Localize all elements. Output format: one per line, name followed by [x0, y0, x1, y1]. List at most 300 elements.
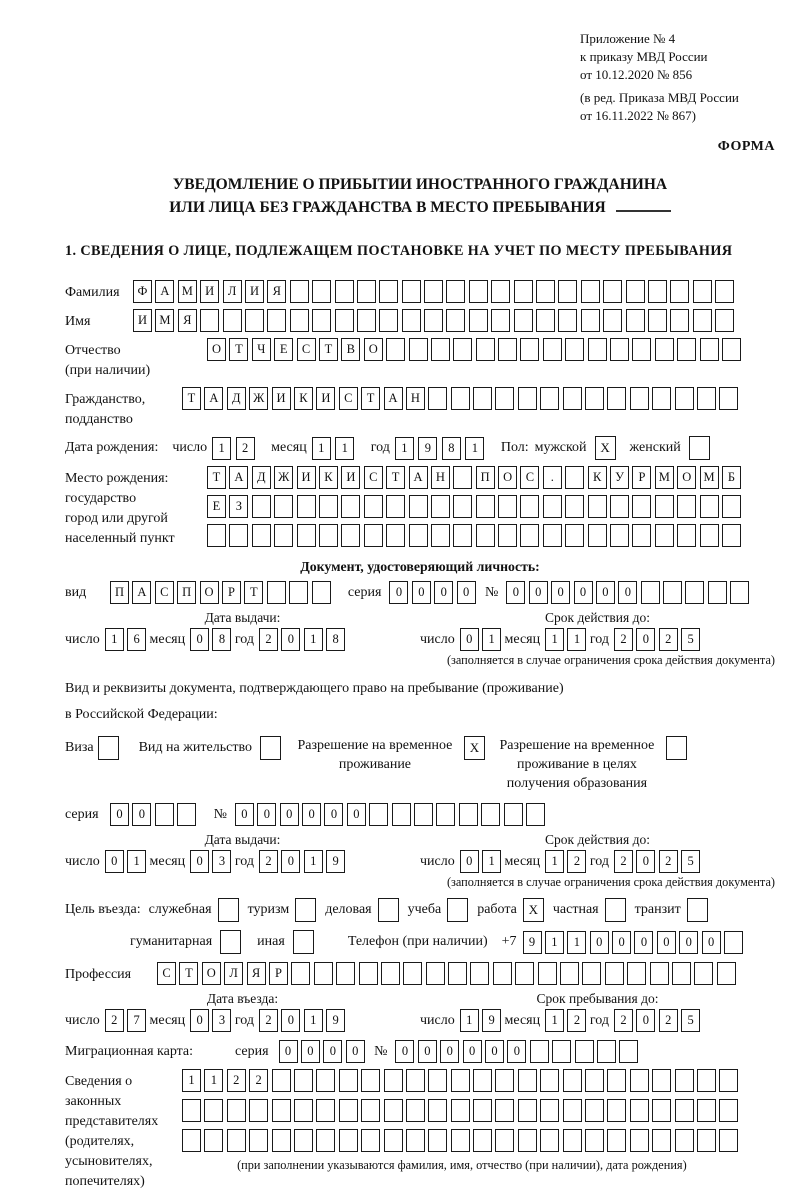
char-cell[interactable] — [722, 338, 741, 361]
char-cell[interactable] — [722, 524, 741, 547]
char-cell[interactable] — [469, 280, 488, 303]
sex-female-checkbox[interactable] — [689, 436, 710, 460]
char-cell[interactable] — [491, 280, 510, 303]
temporary-residence-education-checkbox[interactable] — [666, 736, 687, 760]
char-cell[interactable]: Т — [319, 338, 338, 361]
char-cell[interactable] — [312, 581, 331, 604]
char-cell[interactable]: 2 — [236, 437, 255, 460]
char-cell[interactable] — [563, 387, 582, 410]
char-cell[interactable]: А — [132, 581, 151, 604]
residence-permit-checkbox[interactable] — [260, 736, 281, 760]
char-cell[interactable] — [428, 1129, 447, 1152]
char-cell[interactable]: Р — [269, 962, 288, 985]
char-cell[interactable] — [227, 1129, 246, 1152]
char-cell[interactable] — [626, 280, 645, 303]
char-cell[interactable] — [451, 387, 470, 410]
char-cell[interactable] — [652, 387, 671, 410]
char-cell[interactable]: 1 — [395, 437, 414, 460]
char-cell[interactable] — [677, 495, 696, 518]
char-cell[interactable] — [630, 1069, 649, 1092]
char-cell[interactable] — [426, 962, 445, 985]
char-cell[interactable]: 8 — [442, 437, 461, 460]
char-cell[interactable] — [182, 1099, 201, 1122]
char-cell[interactable] — [630, 1129, 649, 1152]
char-cell[interactable] — [386, 524, 405, 547]
char-cell[interactable] — [632, 524, 651, 547]
char-cell[interactable]: 0 — [457, 581, 476, 604]
char-cell[interactable] — [177, 803, 196, 826]
char-cell[interactable]: 9 — [326, 850, 345, 873]
char-cell[interactable] — [526, 803, 545, 826]
char-cell[interactable]: 0 — [506, 581, 525, 604]
char-cell[interactable]: 1 — [312, 437, 331, 460]
char-cell[interactable] — [619, 1040, 638, 1063]
char-cell[interactable] — [563, 1129, 582, 1152]
char-cell[interactable]: Я — [267, 280, 286, 303]
char-cell[interactable] — [448, 962, 467, 985]
purpose-study-checkbox[interactable] — [447, 898, 468, 922]
char-cell[interactable] — [493, 962, 512, 985]
char-cell[interactable]: 0 — [590, 931, 609, 954]
char-cell[interactable] — [607, 387, 626, 410]
char-cell[interactable] — [582, 962, 601, 985]
char-cell[interactable]: 0 — [110, 803, 129, 826]
char-cell[interactable] — [565, 524, 584, 547]
char-cell[interactable] — [540, 1069, 559, 1092]
char-cell[interactable]: М — [155, 309, 174, 332]
char-cell[interactable] — [249, 1099, 268, 1122]
char-cell[interactable]: 1 — [465, 437, 484, 460]
char-cell[interactable]: Я — [247, 962, 266, 985]
char-cell[interactable]: 0 — [460, 628, 479, 651]
char-cell[interactable] — [381, 962, 400, 985]
char-cell[interactable] — [632, 495, 651, 518]
char-cell[interactable]: О — [364, 338, 383, 361]
char-cell[interactable]: 7 — [127, 1009, 146, 1032]
char-cell[interactable] — [339, 1099, 358, 1122]
char-cell[interactable] — [384, 1069, 403, 1092]
char-cell[interactable] — [520, 495, 539, 518]
char-cell[interactable] — [289, 581, 308, 604]
char-cell[interactable]: 0 — [323, 1040, 342, 1063]
char-cell[interactable] — [495, 1069, 514, 1092]
char-cell[interactable] — [357, 280, 376, 303]
temporary-residence-checkbox[interactable]: X — [464, 736, 485, 760]
char-cell[interactable] — [384, 1099, 403, 1122]
char-cell[interactable]: 9 — [326, 1009, 345, 1032]
char-cell[interactable] — [453, 524, 472, 547]
char-cell[interactable] — [581, 280, 600, 303]
char-cell[interactable] — [607, 1129, 626, 1152]
char-cell[interactable]: 3 — [212, 1009, 231, 1032]
char-cell[interactable] — [403, 962, 422, 985]
char-cell[interactable]: 1 — [204, 1069, 223, 1092]
char-cell[interactable] — [267, 581, 286, 604]
char-cell[interactable] — [229, 524, 248, 547]
char-cell[interactable]: Р — [222, 581, 241, 604]
char-cell[interactable] — [361, 1129, 380, 1152]
char-cell[interactable] — [204, 1129, 223, 1152]
char-cell[interactable]: Т — [361, 387, 380, 410]
char-cell[interactable]: О — [202, 962, 221, 985]
char-cell[interactable]: 0 — [281, 850, 300, 873]
char-cell[interactable]: 0 — [324, 803, 343, 826]
char-cell[interactable] — [543, 524, 562, 547]
char-cell[interactable] — [626, 309, 645, 332]
char-cell[interactable]: 5 — [681, 850, 700, 873]
char-cell[interactable] — [520, 338, 539, 361]
char-cell[interactable] — [719, 387, 738, 410]
char-cell[interactable]: 0 — [440, 1040, 459, 1063]
char-cell[interactable] — [453, 466, 472, 489]
char-cell[interactable]: 0 — [612, 931, 631, 954]
char-cell[interactable] — [364, 524, 383, 547]
char-cell[interactable] — [675, 1099, 694, 1122]
char-cell[interactable] — [386, 338, 405, 361]
char-cell[interactable] — [552, 1040, 571, 1063]
char-cell[interactable]: С — [520, 466, 539, 489]
char-cell[interactable] — [652, 1099, 671, 1122]
char-cell[interactable] — [520, 524, 539, 547]
char-cell[interactable] — [730, 581, 749, 604]
char-cell[interactable] — [498, 338, 517, 361]
char-cell[interactable]: Ж — [274, 466, 293, 489]
char-cell[interactable]: 0 — [347, 803, 366, 826]
char-cell[interactable]: О — [677, 466, 696, 489]
char-cell[interactable] — [518, 1129, 537, 1152]
char-cell[interactable] — [663, 581, 682, 604]
char-cell[interactable] — [379, 280, 398, 303]
char-cell[interactable] — [406, 1129, 425, 1152]
char-cell[interactable]: 0 — [634, 931, 653, 954]
char-cell[interactable] — [339, 1129, 358, 1152]
char-cell[interactable] — [424, 280, 443, 303]
char-cell[interactable]: 1 — [212, 437, 231, 460]
char-cell[interactable] — [341, 524, 360, 547]
char-cell[interactable] — [431, 338, 450, 361]
char-cell[interactable] — [610, 495, 629, 518]
char-cell[interactable] — [406, 1069, 425, 1092]
char-cell[interactable]: П — [110, 581, 129, 604]
char-cell[interactable] — [357, 309, 376, 332]
char-cell[interactable] — [655, 338, 674, 361]
char-cell[interactable] — [294, 1129, 313, 1152]
char-cell[interactable]: А — [155, 280, 174, 303]
char-cell[interactable] — [473, 1099, 492, 1122]
char-cell[interactable] — [473, 1129, 492, 1152]
char-cell[interactable]: 1 — [567, 931, 586, 954]
char-cell[interactable] — [558, 309, 577, 332]
char-cell[interactable] — [700, 338, 719, 361]
char-cell[interactable]: В — [341, 338, 360, 361]
char-cell[interactable]: Д — [252, 466, 271, 489]
char-cell[interactable]: 1 — [182, 1069, 201, 1092]
sex-male-checkbox[interactable]: X — [595, 436, 616, 460]
char-cell[interactable] — [655, 495, 674, 518]
char-cell[interactable]: 1 — [545, 628, 564, 651]
char-cell[interactable]: 0 — [485, 1040, 504, 1063]
char-cell[interactable] — [558, 280, 577, 303]
char-cell[interactable] — [717, 962, 736, 985]
char-cell[interactable]: 0 — [279, 1040, 298, 1063]
char-cell[interactable] — [341, 495, 360, 518]
char-cell[interactable] — [518, 387, 537, 410]
char-cell[interactable]: И — [297, 466, 316, 489]
char-cell[interactable]: 8 — [326, 628, 345, 651]
char-cell[interactable]: Ф — [133, 280, 152, 303]
char-cell[interactable]: И — [341, 466, 360, 489]
char-cell[interactable]: 1 — [105, 628, 124, 651]
purpose-transit-checkbox[interactable] — [687, 898, 708, 922]
char-cell[interactable] — [476, 338, 495, 361]
char-cell[interactable] — [715, 280, 734, 303]
char-cell[interactable]: Д — [227, 387, 246, 410]
char-cell[interactable]: Е — [207, 495, 226, 518]
char-cell[interactable]: 0 — [190, 1009, 209, 1032]
char-cell[interactable] — [700, 524, 719, 547]
char-cell[interactable]: Н — [431, 466, 450, 489]
char-cell[interactable]: 0 — [702, 931, 721, 954]
char-cell[interactable]: 1 — [482, 628, 501, 651]
char-cell[interactable] — [630, 387, 649, 410]
char-cell[interactable]: 9 — [482, 1009, 501, 1032]
char-cell[interactable] — [597, 1040, 616, 1063]
char-cell[interactable]: 0 — [636, 1009, 655, 1032]
char-cell[interactable] — [297, 495, 316, 518]
char-cell[interactable] — [652, 1129, 671, 1152]
char-cell[interactable] — [565, 495, 584, 518]
char-cell[interactable]: З — [229, 495, 248, 518]
char-cell[interactable]: 0 — [346, 1040, 365, 1063]
char-cell[interactable] — [627, 962, 646, 985]
char-cell[interactable] — [652, 1069, 671, 1092]
char-cell[interactable]: Т — [386, 466, 405, 489]
char-cell[interactable]: 2 — [227, 1069, 246, 1092]
char-cell[interactable]: 0 — [418, 1040, 437, 1063]
char-cell[interactable]: А — [229, 466, 248, 489]
char-cell[interactable]: С — [364, 466, 383, 489]
char-cell[interactable]: 5 — [681, 1009, 700, 1032]
char-cell[interactable] — [476, 524, 495, 547]
char-cell[interactable] — [316, 1099, 335, 1122]
char-cell[interactable] — [588, 338, 607, 361]
char-cell[interactable] — [451, 1099, 470, 1122]
char-cell[interactable] — [428, 387, 447, 410]
char-cell[interactable] — [473, 387, 492, 410]
char-cell[interactable] — [249, 1129, 268, 1152]
char-cell[interactable] — [252, 524, 271, 547]
char-cell[interactable] — [392, 803, 411, 826]
char-cell[interactable] — [697, 1129, 716, 1152]
char-cell[interactable]: 3 — [212, 850, 231, 873]
char-cell[interactable] — [406, 1099, 425, 1122]
char-cell[interactable]: 1 — [545, 1009, 564, 1032]
char-cell[interactable] — [722, 495, 741, 518]
char-cell[interactable] — [274, 495, 293, 518]
char-cell[interactable] — [361, 1069, 380, 1092]
char-cell[interactable]: Ч — [252, 338, 271, 361]
char-cell[interactable] — [319, 524, 338, 547]
purpose-work-checkbox[interactable]: X — [523, 898, 544, 922]
char-cell[interactable] — [335, 309, 354, 332]
char-cell[interactable] — [719, 1099, 738, 1122]
char-cell[interactable] — [675, 1069, 694, 1092]
char-cell[interactable] — [204, 1099, 223, 1122]
char-cell[interactable] — [585, 1069, 604, 1092]
char-cell[interactable]: 0 — [574, 581, 593, 604]
char-cell[interactable] — [607, 1099, 626, 1122]
char-cell[interactable] — [223, 309, 242, 332]
char-cell[interactable] — [272, 1129, 291, 1152]
char-cell[interactable] — [182, 1129, 201, 1152]
char-cell[interactable] — [536, 309, 555, 332]
char-cell[interactable] — [514, 280, 533, 303]
char-cell[interactable]: Т — [182, 387, 201, 410]
char-cell[interactable] — [409, 524, 428, 547]
char-cell[interactable]: 1 — [335, 437, 354, 460]
char-cell[interactable] — [585, 387, 604, 410]
char-cell[interactable]: 2 — [105, 1009, 124, 1032]
char-cell[interactable] — [200, 309, 219, 332]
char-cell[interactable] — [543, 338, 562, 361]
char-cell[interactable] — [294, 1069, 313, 1092]
char-cell[interactable] — [402, 280, 421, 303]
char-cell[interactable]: 0 — [618, 581, 637, 604]
char-cell[interactable]: 1 — [545, 850, 564, 873]
visa-checkbox[interactable] — [98, 736, 119, 760]
char-cell[interactable]: 0 — [551, 581, 570, 604]
char-cell[interactable] — [565, 466, 584, 489]
char-cell[interactable]: А — [384, 387, 403, 410]
char-cell[interactable] — [291, 962, 310, 985]
char-cell[interactable] — [536, 280, 555, 303]
char-cell[interactable] — [453, 495, 472, 518]
char-cell[interactable]: 1 — [567, 628, 586, 651]
char-cell[interactable]: С — [297, 338, 316, 361]
char-cell[interactable]: И — [245, 280, 264, 303]
char-cell[interactable] — [424, 309, 443, 332]
char-cell[interactable] — [274, 524, 293, 547]
char-cell[interactable]: 0 — [302, 803, 321, 826]
char-cell[interactable] — [290, 309, 309, 332]
char-cell[interactable]: К — [588, 466, 607, 489]
char-cell[interactable] — [495, 1099, 514, 1122]
char-cell[interactable]: Л — [223, 280, 242, 303]
char-cell[interactable] — [369, 803, 388, 826]
char-cell[interactable]: 0 — [636, 850, 655, 873]
char-cell[interactable] — [267, 309, 286, 332]
char-cell[interactable]: 5 — [681, 628, 700, 651]
char-cell[interactable]: И — [272, 387, 291, 410]
char-cell[interactable] — [515, 962, 534, 985]
char-cell[interactable]: М — [178, 280, 197, 303]
char-cell[interactable]: 2 — [567, 1009, 586, 1032]
char-cell[interactable] — [655, 524, 674, 547]
char-cell[interactable] — [670, 280, 689, 303]
char-cell[interactable] — [335, 280, 354, 303]
char-cell[interactable]: П — [476, 466, 495, 489]
char-cell[interactable]: 0 — [395, 1040, 414, 1063]
char-cell[interactable]: 0 — [190, 850, 209, 873]
char-cell[interactable]: 2 — [249, 1069, 268, 1092]
char-cell[interactable] — [693, 280, 712, 303]
char-cell[interactable]: 2 — [259, 1009, 278, 1032]
char-cell[interactable] — [694, 962, 713, 985]
char-cell[interactable]: 0 — [301, 1040, 320, 1063]
char-cell[interactable]: О — [498, 466, 517, 489]
char-cell[interactable] — [641, 581, 660, 604]
char-cell[interactable]: С — [339, 387, 358, 410]
char-cell[interactable] — [648, 280, 667, 303]
char-cell[interactable]: 0 — [596, 581, 615, 604]
char-cell[interactable]: 0 — [679, 931, 698, 954]
purpose-business-checkbox[interactable] — [378, 898, 399, 922]
char-cell[interactable] — [518, 1099, 537, 1122]
char-cell[interactable]: 0 — [132, 803, 151, 826]
char-cell[interactable]: 1 — [304, 850, 323, 873]
char-cell[interactable] — [402, 309, 421, 332]
char-cell[interactable] — [670, 309, 689, 332]
char-cell[interactable] — [630, 1099, 649, 1122]
char-cell[interactable] — [428, 1099, 447, 1122]
char-cell[interactable] — [540, 1129, 559, 1152]
char-cell[interactable] — [384, 1129, 403, 1152]
char-cell[interactable] — [708, 581, 727, 604]
char-cell[interactable] — [155, 803, 174, 826]
char-cell[interactable] — [603, 280, 622, 303]
purpose-private-checkbox[interactable] — [605, 898, 626, 922]
char-cell[interactable]: 2 — [259, 628, 278, 651]
char-cell[interactable]: С — [157, 962, 176, 985]
char-cell[interactable] — [451, 1129, 470, 1152]
char-cell[interactable] — [677, 524, 696, 547]
char-cell[interactable] — [245, 309, 264, 332]
char-cell[interactable] — [585, 1129, 604, 1152]
char-cell[interactable]: 0 — [257, 803, 276, 826]
char-cell[interactable]: 2 — [659, 628, 678, 651]
char-cell[interactable] — [498, 524, 517, 547]
char-cell[interactable]: М — [655, 466, 674, 489]
char-cell[interactable]: 0 — [529, 581, 548, 604]
char-cell[interactable] — [672, 962, 691, 985]
char-cell[interactable] — [316, 1129, 335, 1152]
char-cell[interactable] — [361, 1099, 380, 1122]
char-cell[interactable] — [481, 803, 500, 826]
char-cell[interactable]: 0 — [657, 931, 676, 954]
char-cell[interactable]: Я — [178, 309, 197, 332]
char-cell[interactable] — [446, 309, 465, 332]
char-cell[interactable]: 8 — [212, 628, 231, 651]
char-cell[interactable] — [540, 387, 559, 410]
char-cell[interactable] — [316, 1069, 335, 1092]
char-cell[interactable]: 0 — [105, 850, 124, 873]
char-cell[interactable]: О — [207, 338, 226, 361]
char-cell[interactable] — [543, 495, 562, 518]
char-cell[interactable]: 2 — [614, 628, 633, 651]
char-cell[interactable] — [514, 309, 533, 332]
char-cell[interactable] — [648, 309, 667, 332]
char-cell[interactable]: 0 — [389, 581, 408, 604]
char-cell[interactable] — [491, 309, 510, 332]
char-cell[interactable]: И — [316, 387, 335, 410]
char-cell[interactable] — [428, 1069, 447, 1092]
char-cell[interactable]: 2 — [659, 850, 678, 873]
char-cell[interactable] — [530, 1040, 549, 1063]
purpose-tourism-checkbox[interactable] — [295, 898, 316, 922]
char-cell[interactable]: 1 — [304, 1009, 323, 1032]
char-cell[interactable]: 0 — [190, 628, 209, 651]
char-cell[interactable] — [585, 1099, 604, 1122]
